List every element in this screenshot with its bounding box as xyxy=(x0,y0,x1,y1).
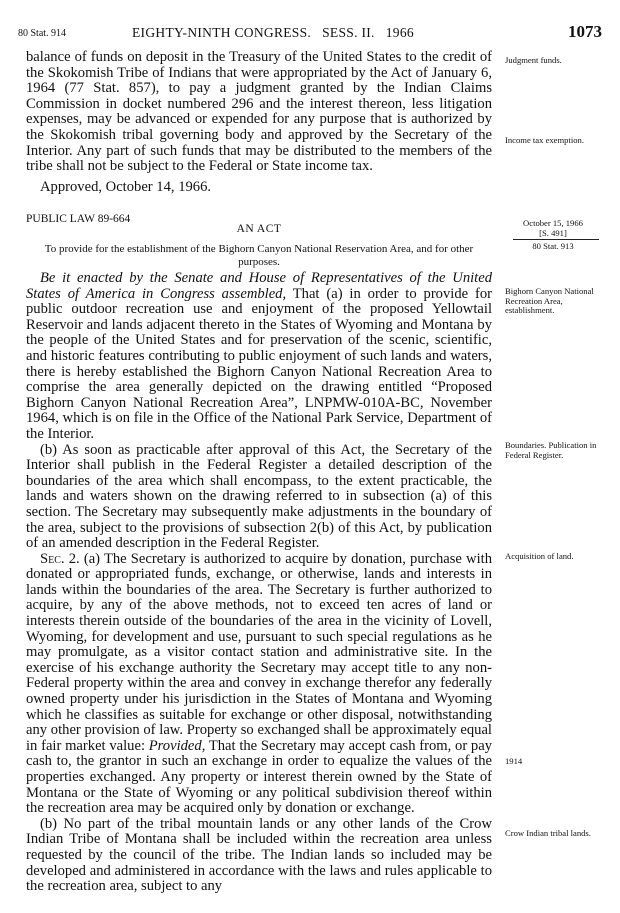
page-number: 1073 xyxy=(568,22,602,41)
section-2a-paragraph xyxy=(26,552,492,817)
running-header xyxy=(14,22,602,44)
margin-note-establishment: Bighorn Canyon National Recreation Area, establishment. xyxy=(505,286,594,316)
main-text-block-1 xyxy=(26,50,492,195)
section-2-label: Sec. 2. xyxy=(40,550,80,567)
margin-note-income-tax: Income tax exemption. xyxy=(505,135,584,145)
margin-note-bill-number: [S. 491] xyxy=(539,228,567,238)
header-congress-session: EIGHTY-NINTH CONGRESS. SESS. II. 1966 xyxy=(132,25,414,40)
section-1a-text: That (a) in order to provide for public outdoor recreation use and enjoyment of the proposed Yellowtail Reservoir and lands adjacent thereto in the States of Wyoming and Montana by the people of the United States and for preservation of the scenic, scientific, and historic features contributing to public enjoyment of such lands and waters, there is hereby established the Bighorn Canyon National Recreation Area to comprise the area generally depicted on the drawing entitled “Proposed Bighorn Canyon National Recreation Area”, LNPMW-010A-BC, November 1964, which is on file in the Office of the National Park Service, Department of the Interior. xyxy=(26,285,492,442)
act-purpose: To provide for the establishment of the Bighorn Canyon National Reservation Area, and for other purposes. xyxy=(44,243,474,268)
margin-note-acquisition: Acquisition of land. xyxy=(505,551,574,561)
section-2a-rest: That the Secretary may accept cash from, or pay cash to, the grantor in such an exchange in order to equalize the values of the properties exchanged. Any property or interest therein owned by the State of Montana or the State of Wyoming or any political subdivision thereof within the recreation area may be acquired only by donation or exchange. xyxy=(26,737,492,817)
section-2b-paragraph: (b) No part of the tribal mountain lands or any other lands of the Crow Indian Tribe of Montana shall be included within the recreation area unless requested by the council of the tribe. The Indian lands so included may be developed and administered in accordance with the laws and rules applicable to the recreation area, subject to any xyxy=(26,815,492,895)
margin-note-enactment-date: October 15, 1966 xyxy=(523,218,583,228)
margin-note-crow-lands: Crow Indian tribal lands. xyxy=(505,828,591,838)
enacting-clause: Be it enacted by the Senate and House of Representatives of the United States of America in Congress assembled, xyxy=(26,270,492,302)
main-text-block-2 xyxy=(26,271,492,895)
margin-rule xyxy=(513,239,599,240)
margin-note-boundaries: Boundaries. Publication in Federal Register. xyxy=(505,440,597,460)
section-2a-text: (a) The Secretary is authorized to acquire by donation, purchase with donated or appropriated funds, exchange, or otherwise, lands and interests in lands within the boundaries of the area. The Secretary is further authorized to acquire, by any of the above methods, not to exceed ten acres of land or interests therein outside of the boundaries of the area in the vicinity of Lovell, Wyoming, for development and use, pursuant to such special regulations as he may promulgate, as a visitor contact station and administrative site. In the exercise of his exchange authority the Secretary may accept title to any non-Federal property within the area and convey in exchange therefor any federally owned property under his jurisdiction in the States of Montana and Wyoming which he classifies as suitable for exchange or other disposal, notwithstanding any other provision of law. Property so exchanged shall be approximately equal in fair market value: xyxy=(26,550,493,754)
margin-note-stat-reference: 80 Stat. 913 xyxy=(532,241,574,251)
approval-line: Approved, October 14, 1966. xyxy=(40,178,212,195)
provided-clause: Provided, xyxy=(148,737,206,754)
an-act-heading: AN ACT xyxy=(236,223,282,235)
funds-paragraph: balance of funds on deposit in the Treasury of the United States to the credit of the Skokomish Tribe of Indians that were appropriated by the Act of January 6, 1964 (77 Stat. 857), to pay a judgment granted by the Indian Claims Commission in docket numbered 296 and the interest thereon, less litigation expenses, may be advanced or expended for any purpose that is authorized by the Skokomish tribal governing body and approved by the Secretary of the Interior. Any part of such funds that may be distributed to the members of the tribe shall not be subject to the Federal or State income tax. xyxy=(26,49,492,175)
enacting-paragraph xyxy=(26,271,492,443)
margin-note-judgment-funds: Judgment funds. xyxy=(505,55,562,65)
public-law-number: PUBLIC LAW 89-664 xyxy=(26,213,131,225)
section-1b-paragraph: (b) As soon as practicable after approval of this Act, the Secretary of the Interior shall publish in the Federal Register a detailed description of the boundaries of the area which shall encompass, to the extent practicable, the lands and waters shown on the drawing referred to in subsection (a) of this section. The Secretary may subsequently make adjustments in the boundary of the area, subject to the provisions of subsection 2(b) of this Act, by publication of an amended description in the Federal Register. xyxy=(26,441,492,552)
margin-note-page-reference: 1914 xyxy=(505,756,523,766)
header-stat-reference: 80 Stat. 914 xyxy=(18,28,67,39)
